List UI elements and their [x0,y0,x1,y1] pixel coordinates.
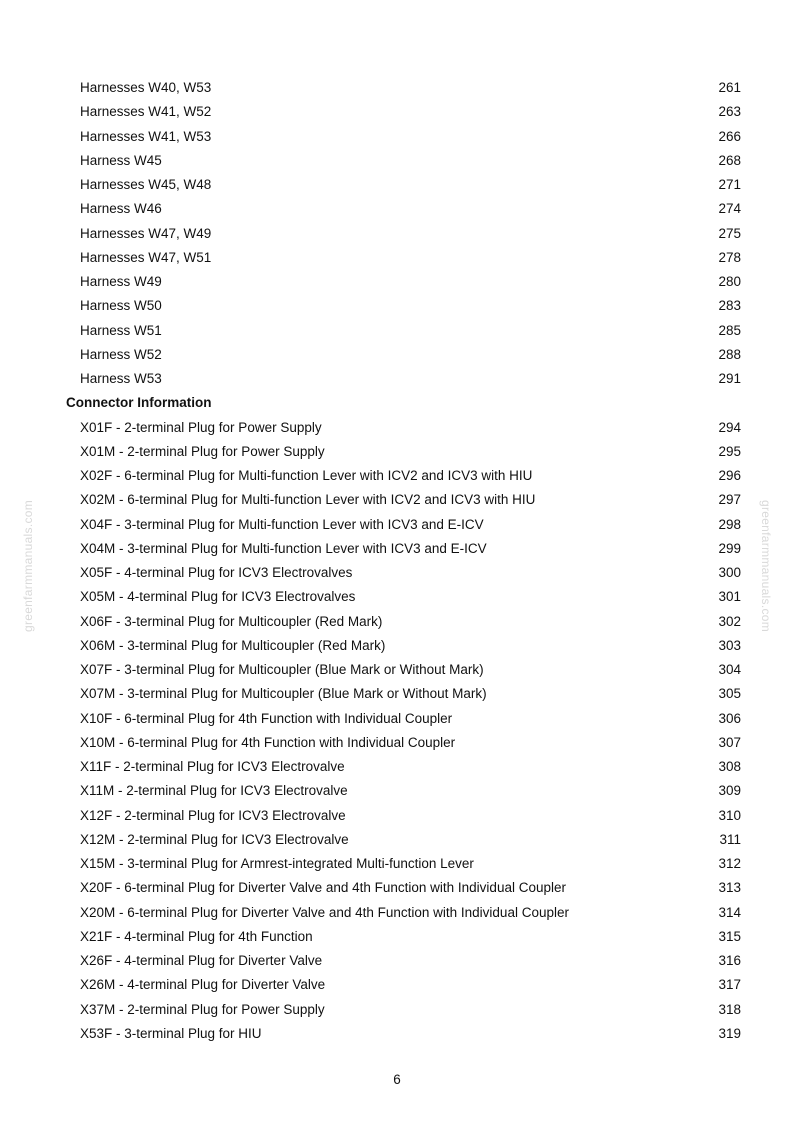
toc-entry-title: Harness W45 [80,152,162,168]
toc-entry-title: X11M - 2-terminal Plug for ICV3 Electrovalve [80,783,348,799]
toc-entry-title: X06F - 3-terminal Plug for Multicoupler (Red Mark) [80,613,383,629]
toc-entry-page: 271 [718,177,741,192]
toc-entry-title: X10F - 6-terminal Plug for 4th Function with Individual Coupler [80,710,453,726]
toc-entry[interactable] [0,852,794,876]
toc-entry[interactable] [0,125,794,149]
toc-entry-page: 266 [718,128,741,144]
toc-entry-title: X10M - 6-terminal Plug for 4th Function with Individual Coupler [80,734,456,750]
toc-entry-page: 263 [718,104,741,120]
toc-entry-page: 300 [718,565,741,580]
toc-entry-title: X21F - 4-terminal Plug for 4th Function [80,928,313,944]
toc-entry-page: 310 [718,807,741,823]
toc-entry[interactable] [0,731,794,755]
toc-entry-title: X37M - 2-terminal Plug for Power Supply [80,1001,325,1017]
toc-entry-title: Harnesses W47, W51 [80,249,212,265]
toc-entry-page: 318 [718,1001,741,1017]
toc-entry-page: 305 [718,686,741,702]
toc-entry-title: X02F - 6-terminal Plug for Multi-function Lever with ICV2 and ICV3 with HIU [80,468,533,483]
toc-entry[interactable] [0,901,794,925]
toc-entry-page: 274 [718,201,741,217]
toc-entry[interactable] [0,270,794,294]
toc-entry[interactable] [0,100,794,124]
toc-entry-title: Harness W53 [80,371,162,386]
toc-section-title: Connector Information [66,395,212,411]
toc-entry-page: 298 [718,516,741,532]
toc-entry-title: X07F - 3-terminal Plug for Multicoupler (Blue Mark or Without Mark) [80,662,484,677]
toc-entry-page: 297 [718,492,741,508]
toc-entry-page: 296 [718,468,741,483]
toc-entry-title: Harness W51 [80,322,162,338]
toc-entry-title: Harnesses W40, W53 [80,80,212,95]
toc-entry-page: 309 [718,783,741,799]
toc-entry-title: X01F - 2-terminal Plug for Power Supply [80,419,322,435]
toc-entry-title: X06M - 3-terminal Plug for Multicoupler (Red Mark) [80,637,386,653]
toc-entry[interactable] [0,513,794,537]
toc-entry[interactable] [0,416,794,440]
toc-entry-page: 285 [718,322,741,338]
toc-entry-title: X04F - 3-terminal Plug for Multi-function Lever with ICV3 and E-ICV [80,516,484,532]
toc-entry-page: 304 [718,662,741,677]
toc-entry-title: X26M - 4-terminal Plug for Diverter Valve [80,977,326,993]
toc-entry[interactable] [0,585,794,609]
toc-entry-title: Harness W46 [80,201,162,217]
toc-entry[interactable] [0,707,794,731]
toc-entry-page: 275 [718,225,741,241]
toc-entry[interactable] [0,804,794,828]
toc-entry[interactable] [0,319,794,343]
toc-entry-title: X05F - 4-terminal Plug for ICV3 Electrovalves [80,565,353,580]
toc-entry-page: 283 [718,298,741,314]
toc-entry[interactable] [0,464,794,488]
toc-entry[interactable] [0,343,794,367]
toc-entry[interactable] [0,149,794,173]
toc-entry-title: X20M - 6-terminal Plug for Diverter Valve and 4th Function with Individual Coupler [80,904,569,920]
toc-entry-page: 268 [718,152,741,168]
toc-entry-page: 308 [718,759,741,774]
toc-entry-title: X11F - 2-terminal Plug for ICV3 Electrovalve [80,759,345,774]
watermark-right: greenfarmmanuals.com [759,499,773,633]
toc-entry-page: 294 [718,419,741,435]
toc-entry-title: Harnesses W41, W52 [80,104,212,120]
toc-entry-title: X12F - 2-terminal Plug for ICV3 Electrovalve [80,807,346,823]
toc-entry-page: 288 [718,346,741,362]
toc-entry-title: X53F - 3-terminal Plug for HIU [80,1025,262,1041]
toc-entry[interactable] [0,755,794,779]
toc-entry-title: Harnesses W47, W49 [80,225,212,241]
toc-entry[interactable] [0,973,794,997]
toc-entry[interactable] [0,367,794,391]
toc-entry-title: X20F - 6-terminal Plug for Diverter Valve and 4th Function with Individual Coupler [80,880,566,896]
toc-entry-page: 317 [718,977,741,993]
toc-entry[interactable] [0,537,794,561]
page-number: 6 [393,1072,401,1087]
toc-section-heading[interactable] [0,391,794,415]
toc-entry-title: Harness W50 [80,298,162,314]
toc-entry-page: 303 [718,637,741,653]
toc-entry-title: Harness W52 [80,346,162,362]
toc-entry-page: 301 [718,589,741,605]
toc-entry-page: 291 [718,371,741,386]
toc-entry-page: 314 [718,904,741,920]
toc-entry[interactable] [0,828,794,852]
toc-entry-title: X01M - 2-terminal Plug for Power Supply [80,443,325,459]
toc-entry[interactable] [0,925,794,949]
toc-entry-page: 316 [718,953,741,968]
toc-entry[interactable] [0,658,794,682]
toc-entry-page: 295 [718,443,741,459]
table-of-contents [0,76,794,1046]
toc-entry-page: 307 [718,734,741,750]
toc-entry-page: 278 [718,249,741,265]
toc-entry-page: 312 [718,856,741,871]
toc-entry[interactable] [0,610,794,634]
toc-entry[interactable] [0,876,794,900]
toc-entry-title: X26F - 4-terminal Plug for Diverter Valve [80,953,323,968]
toc-entry-page: 311 [719,831,741,847]
toc-entry-title: X15M - 3-terminal Plug for Armrest-integrated Multi-function Lever [80,856,474,871]
toc-entry[interactable] [0,76,794,100]
toc-entry-page: 299 [718,540,741,556]
toc-entry-page: 261 [718,80,741,95]
toc-entry-page: 315 [718,928,741,944]
toc-entry-page: 302 [718,613,741,629]
toc-entry-title: X02M - 6-terminal Plug for Multi-function Lever with ICV2 and ICV3 with HIU [80,492,536,508]
toc-entry[interactable] [0,440,794,464]
toc-entry[interactable] [0,1022,794,1046]
toc-entry-title: X05M - 4-terminal Plug for ICV3 Electrovalves [80,589,356,605]
toc-entry[interactable] [0,488,794,512]
toc-entry[interactable] [0,949,794,973]
watermark-left: greenfarmmanuals.com [21,499,35,633]
toc-entry[interactable] [0,561,794,585]
toc-entry[interactable] [0,294,794,318]
toc-entry[interactable] [0,246,794,270]
toc-entry-page: 280 [718,274,741,289]
toc-entry-title: Harness W49 [80,274,162,289]
toc-entry-title: X12M - 2-terminal Plug for ICV3 Electrovalve [80,831,349,847]
toc-entry-page: 319 [718,1025,741,1041]
toc-entry-title: Harnesses W41, W53 [80,128,212,144]
toc-entry[interactable] [0,634,794,658]
toc-entry[interactable] [0,173,794,197]
toc-entry[interactable] [0,779,794,803]
toc-entry-page: 306 [718,710,741,726]
toc-entry-title: X07M - 3-terminal Plug for Multicoupler (Blue Mark or Without Mark) [80,686,487,702]
toc-entry[interactable] [0,222,794,246]
toc-entry-title: Harnesses W45, W48 [80,177,212,192]
toc-entry[interactable] [0,682,794,706]
toc-entry-title: X04M - 3-terminal Plug for Multi-function Lever with ICV3 and E-ICV [80,540,487,556]
toc-entry-page: 313 [718,880,741,896]
toc-entry[interactable] [0,197,794,221]
toc-entry[interactable] [0,998,794,1022]
